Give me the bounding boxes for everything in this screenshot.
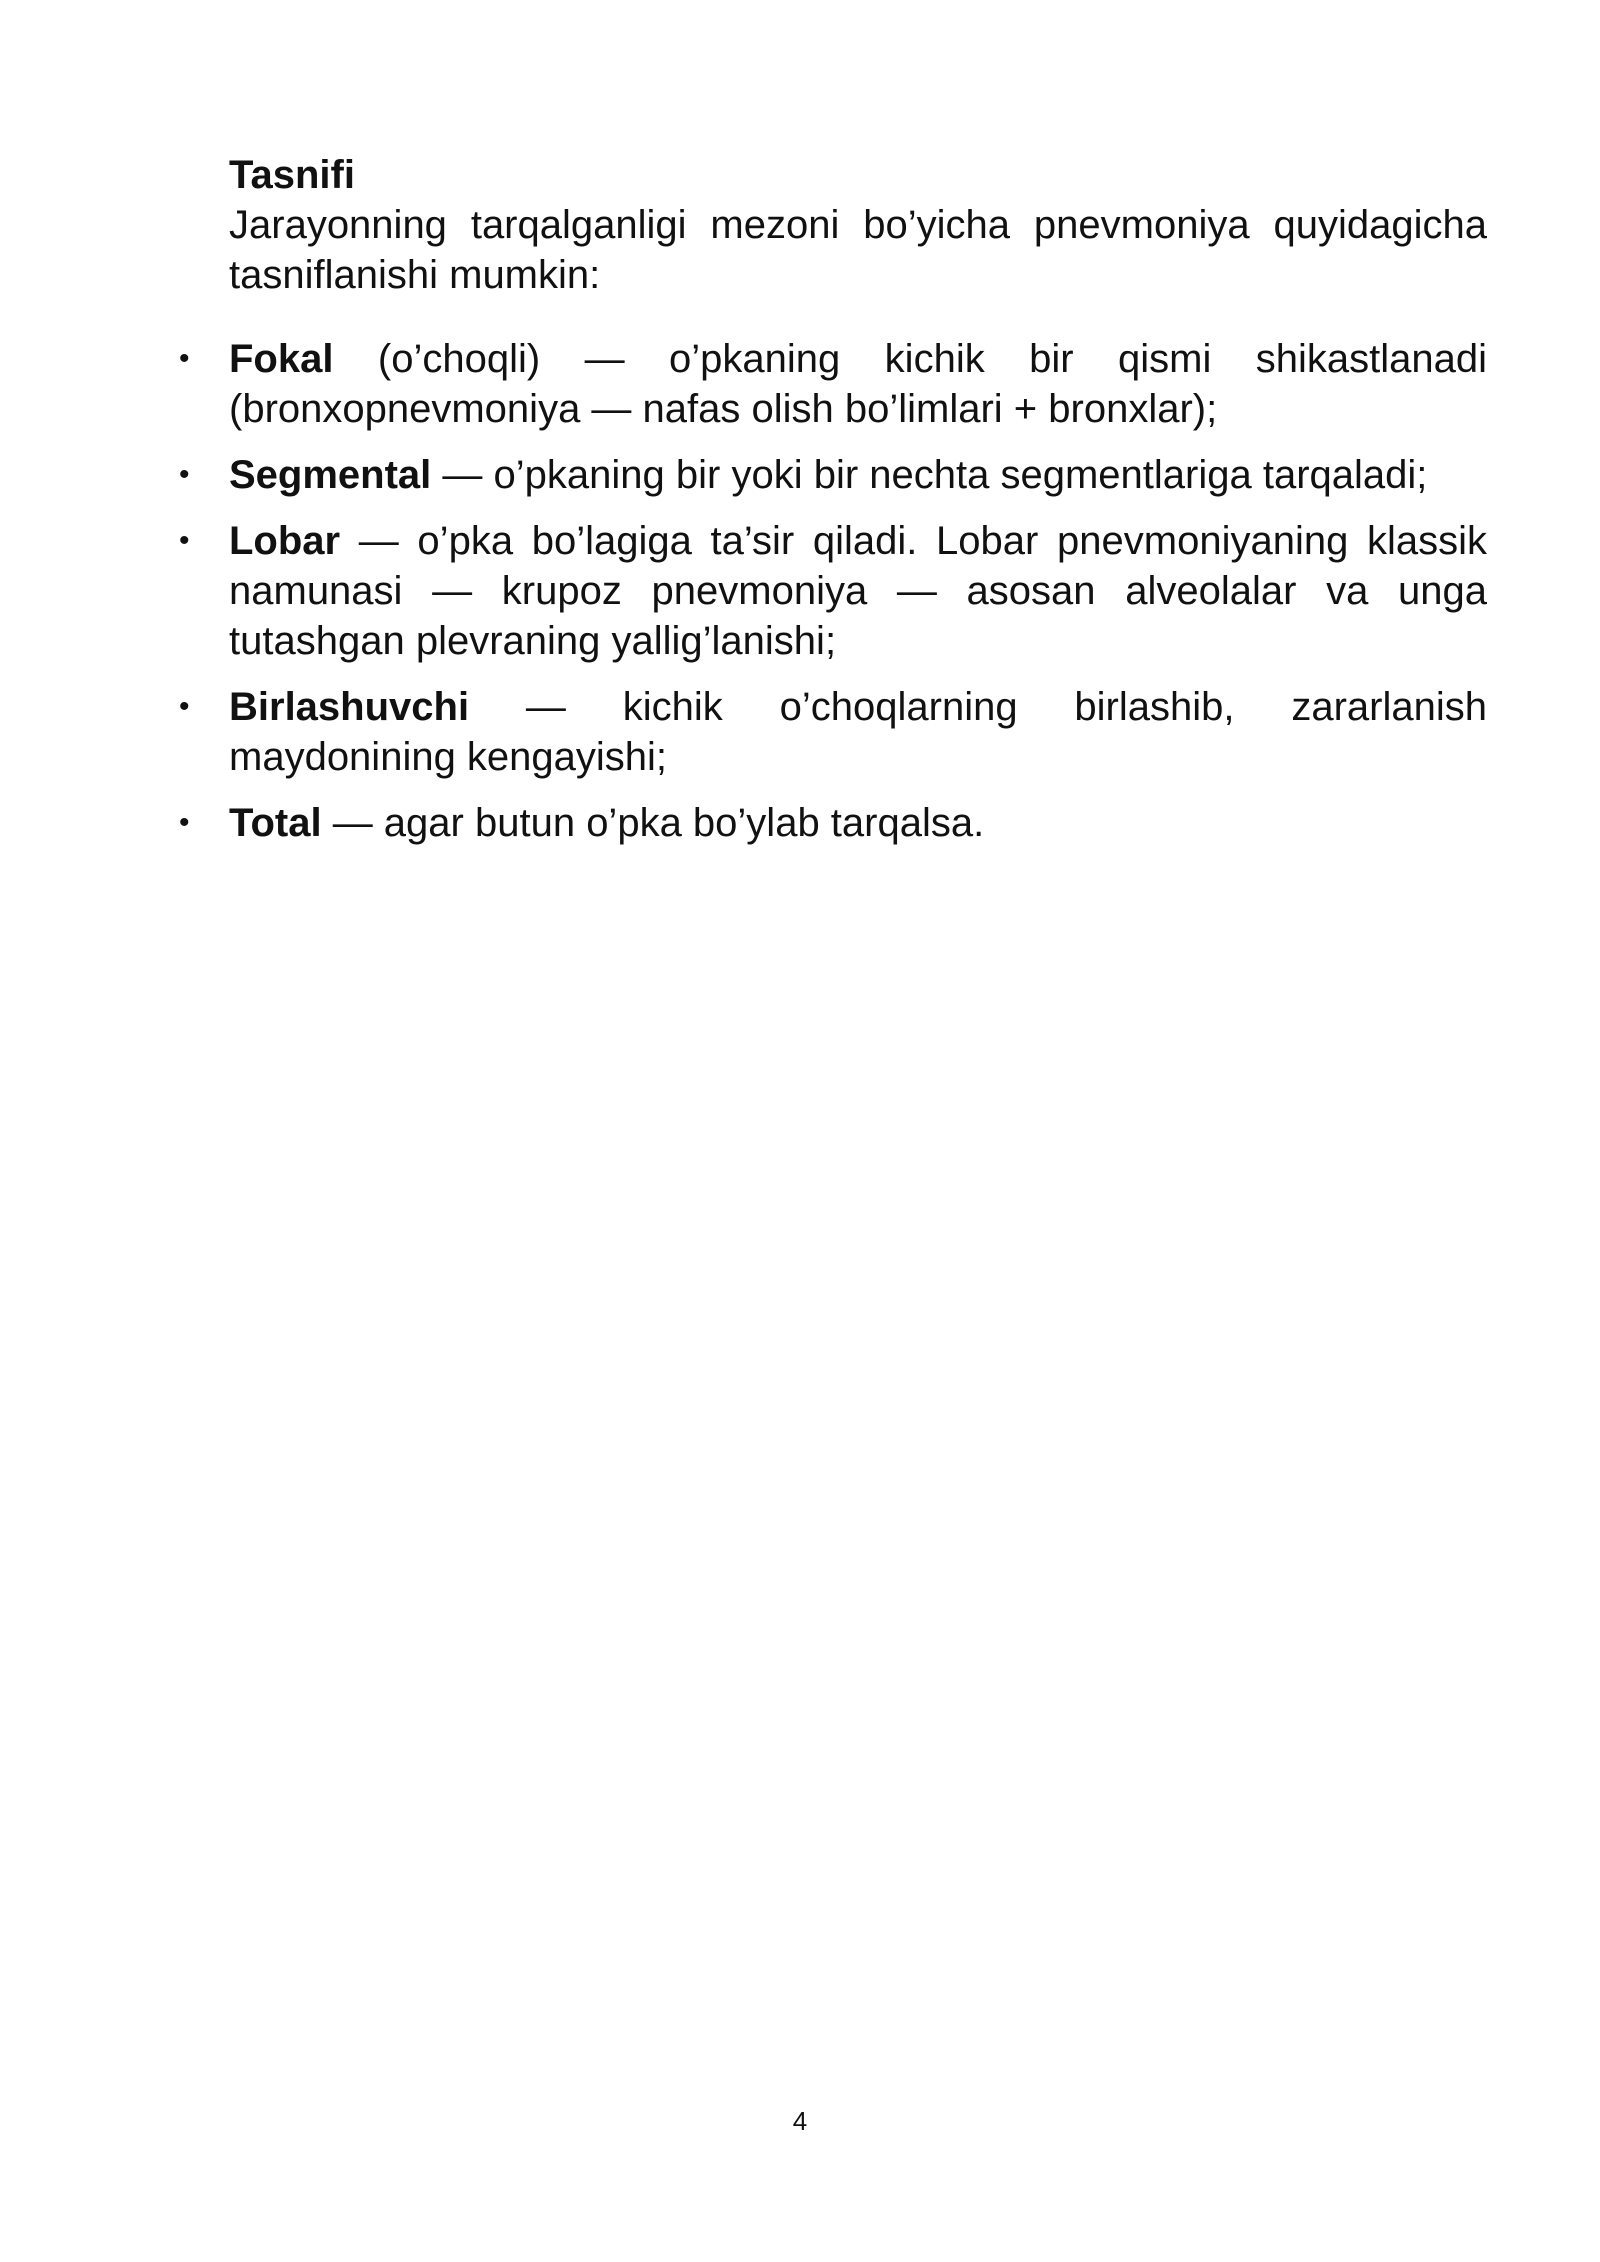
list-item-fokal: [179, 334, 1487, 434]
bullet-icon: •: [179, 458, 190, 491]
page-content: [179, 150, 1487, 864]
term-description: — agar butun o’pka bo’ylab tarqalsa.: [321, 801, 985, 845]
section-heading: Tasnifi: [229, 153, 355, 197]
list-item-birlashuvchi: [179, 682, 1487, 782]
term-label: Segmental: [229, 453, 432, 497]
classification-list: [179, 334, 1487, 848]
term-label: Total: [229, 801, 322, 845]
term-description: — o’pkaning bir yoki bir nechta segmentlariga tarqaladi;: [431, 453, 1428, 497]
list-item-total: [179, 798, 1487, 848]
bullet-icon: •: [179, 524, 190, 557]
term-label: Lobar: [229, 519, 341, 563]
bullet-icon: •: [179, 690, 190, 723]
page-number: 4: [792, 2106, 808, 2136]
intro-paragraph: Jarayonning tarqalganligi mezoni bo’yicha pnevmoniya quyidagicha tasniflanishi mumkin:: [229, 203, 1487, 297]
term-description: (o’choqli) — o’pkaning kichik bir qismi shikastlanadi (bronxopnevmoniya — nafas olish bo’limlari + bronxlar);: [229, 337, 1487, 431]
bullet-icon: •: [179, 342, 190, 375]
term-label: Birlashuvchi: [229, 685, 470, 729]
bullet-icon: •: [179, 806, 190, 839]
list-item-segmental: [179, 450, 1487, 500]
list-item-lobar: [179, 516, 1487, 666]
term-description: — kichik o’choqlarning birlashib, zararlanish maydonining kengayishi;: [229, 685, 1487, 779]
term-description: — o’pka bo’lagiga ta’sir qiladi. Lobar pnevmoniyaning klassik namunasi — krupoz pnevmoniya — asosan alveolalar va unga tutashgan plevraning yallig’lanishi;: [229, 519, 1487, 663]
term-label: Fokal: [229, 337, 334, 381]
